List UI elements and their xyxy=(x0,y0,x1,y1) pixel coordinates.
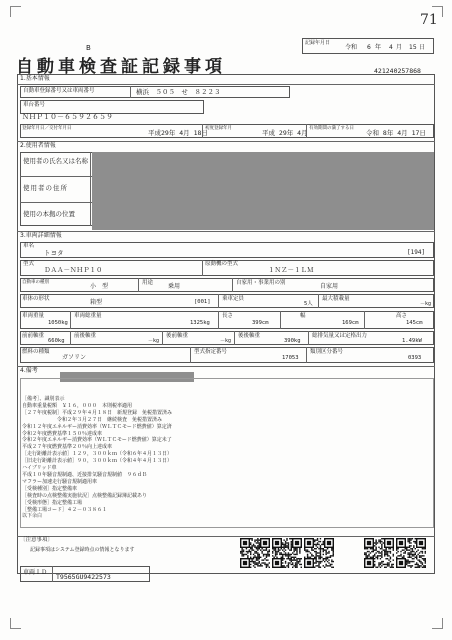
capacity-label: 乗車定員 xyxy=(222,296,245,302)
use-label: 用途 xyxy=(142,280,154,286)
kind-label: 自動車の種別 xyxy=(22,280,49,285)
class-label: 自家用・事業用の別 xyxy=(236,280,286,286)
record-date-month-unit: 月 xyxy=(396,44,403,51)
redacted-user-info xyxy=(92,152,434,230)
divider xyxy=(17,231,435,232)
fuel-label: 燃料の種類 xyxy=(22,349,50,355)
divider xyxy=(232,278,233,292)
class-value: 自家用 xyxy=(320,283,339,290)
expiry-value: 令和 8年 4月 17日 xyxy=(366,129,426,137)
page-title: 自動車検査証記録事項 xyxy=(16,57,226,77)
user-name-label: 使用者の氏名又は名称 xyxy=(23,157,88,165)
document-number: 421240257868 xyxy=(374,67,421,75)
record-date-box xyxy=(302,38,434,54)
record-date-day-unit: 日 xyxy=(419,44,426,51)
initial-reg-label: 初度登録年月 xyxy=(205,126,232,131)
divider xyxy=(17,84,435,85)
model-label: 型式 xyxy=(23,261,35,267)
record-date-era: 令和 xyxy=(345,44,358,51)
divider xyxy=(308,331,309,345)
maker-row xyxy=(20,242,434,258)
engine-label: 原動機の型式 xyxy=(205,261,239,267)
front-front-axle-value: 660kg xyxy=(48,338,65,344)
front-rear-axle-label: 前後軸重 xyxy=(74,333,97,339)
notes-list xyxy=(22,396,172,520)
maker-label: 車名 xyxy=(23,243,35,249)
notes-line: マフラー加速走行騒音規制適用車 xyxy=(22,478,98,485)
notes-line: ハイブリッド車 xyxy=(22,465,57,472)
notes-line: 以下余白 xyxy=(22,513,43,520)
use-value: 乗用 xyxy=(168,283,181,290)
shape-value: 箱型 xyxy=(90,299,103,306)
notes-line: 自動車重量税額 ￥１６，０００ 本則税率適用 xyxy=(22,402,133,409)
qr-code-4 xyxy=(364,538,394,568)
notes-line: ［受検種別］指定整備車 xyxy=(22,485,78,492)
rear-front-axle-label: 後前軸重 xyxy=(166,333,189,339)
record-date-year: 6 xyxy=(367,44,371,51)
maker-code: [194] xyxy=(407,249,426,256)
width-value: 169cm xyxy=(342,320,359,326)
model-value: ＤＡＡ－ＮＨＰ１０ xyxy=(44,266,103,274)
capacity-value: 5人 xyxy=(304,301,313,307)
rear-front-axle-value: －kg xyxy=(220,338,232,344)
user-address-label: 使用者の住所 xyxy=(23,184,68,192)
width-label: 幅 xyxy=(300,313,306,319)
section-vehicle-heading: 3.車両詳細情報 xyxy=(20,232,62,239)
notes-line: 平成１０年騒音規制適、近接排気騒音規制値 ９６ｄＢ xyxy=(22,471,148,478)
front-rear-axle-value: －kg xyxy=(148,338,160,344)
notes-line: 令和２年３月２７日 継続検査 免税措置済み xyxy=(22,416,163,423)
divider xyxy=(70,311,71,329)
notes-line: ［受検形態］指定整備工場 xyxy=(22,499,83,506)
weight-label: 車両重量 xyxy=(22,313,45,319)
user-base-label: 使用の本拠の位置 xyxy=(23,210,75,218)
attention-text: 記録事項はシステム登録時点の情報となります xyxy=(30,547,135,553)
b-mark: B xyxy=(86,44,91,52)
record-date-day: 15 xyxy=(409,44,417,51)
divider xyxy=(202,124,203,138)
notes-line: ［備考］、識別表示 xyxy=(22,396,65,402)
record-date-year-unit: 年 xyxy=(375,44,382,51)
attention-label: 〔注意事項〕 xyxy=(20,537,54,543)
section-notes-heading: 4.備考 xyxy=(20,367,38,374)
gross-weight-label: 車両総重量 xyxy=(74,313,102,319)
reg-number-value: 横浜 ５０５ せ ８２２３ xyxy=(136,88,221,96)
shape-label: 車体の形状 xyxy=(22,296,50,302)
kind-row xyxy=(20,278,434,292)
notes-line: 平成２７年度燃費基準２０％向上達成車 xyxy=(22,444,113,451)
divider xyxy=(70,331,71,345)
max-load-value: －kg xyxy=(420,301,432,307)
notes-line: ［整備工場コード］４２－０３８６１ xyxy=(22,506,108,513)
record-date-label: 記録年月日 xyxy=(305,40,331,46)
height-label: 高さ xyxy=(396,313,408,319)
vehicle-id-label: 車両ＩＤ xyxy=(23,569,48,576)
divider xyxy=(280,311,281,329)
notes-line: 令和１２年度エネルギー消費効率（ＷＬＴＣモード燃費値）算定済 xyxy=(22,423,172,430)
category-number-label: 類別区分番号 xyxy=(310,349,344,355)
divider xyxy=(90,152,91,226)
qr-code-5 xyxy=(396,538,426,568)
max-load-label: 最大積載量 xyxy=(322,296,350,302)
divider xyxy=(17,536,435,537)
shape-code: [001] xyxy=(194,299,211,305)
qr-code-1 xyxy=(240,538,270,568)
weight-value: 1050kg xyxy=(48,320,68,326)
record-date-month: 4 xyxy=(389,44,393,51)
section-basic-heading: 1.基本情報 xyxy=(20,75,50,82)
displacement-label: 総排気量又は定格出力 xyxy=(312,333,368,339)
notes-line: 令和２年度燃費基準１５０％達成車 xyxy=(22,430,103,437)
divider xyxy=(138,278,139,292)
notes-line: ［走行距離計表示値］１２９，３００ｋｍ（令和６年４月１３日） xyxy=(22,451,173,458)
engine-value: １ＮＺ－１ＬＭ xyxy=(268,266,314,274)
divider xyxy=(306,347,307,363)
divider xyxy=(202,260,203,276)
rear-rear-axle-value: 390kg xyxy=(284,338,301,344)
displacement-value: 1.49kW xyxy=(402,338,422,344)
divider xyxy=(218,294,219,308)
category-number-value: 0393 xyxy=(408,355,422,361)
notes-line: 令和２年度エネルギー消費効率（ＷＬＴＣモード燃費値）算定未了 xyxy=(22,437,172,444)
vin-row xyxy=(20,100,204,114)
divider xyxy=(162,331,163,345)
divider xyxy=(190,347,191,363)
notes-line: ［旧走行距離計表示値］９０，３００ｋｍ（令和４年４月１３日） xyxy=(22,458,173,465)
type-number-value: 17053 xyxy=(282,355,299,361)
height-value: 145cm xyxy=(406,320,423,326)
vin-label: 車台番号 xyxy=(23,102,46,108)
notes-line: ［検査時の点検整備実施状況］点検整備記録簿記載あり xyxy=(22,492,148,499)
rear-rear-axle-label: 後後軸重 xyxy=(238,333,261,339)
divider xyxy=(130,86,131,98)
divider xyxy=(318,294,319,308)
divider xyxy=(364,311,365,329)
fuel-value: ガソリン xyxy=(62,354,87,361)
corner-mark-tl xyxy=(10,6,21,17)
divider xyxy=(306,124,307,138)
length-label: 長さ xyxy=(222,313,234,319)
divider xyxy=(218,311,219,329)
divider xyxy=(17,141,435,142)
first-reg-value: 平成29年 4月 18日 xyxy=(148,129,208,137)
vin-value: ＮＨＰ１０－６５９２６５９ xyxy=(22,113,113,121)
qr-code-3 xyxy=(304,538,334,568)
section-user-heading: 2.使用者情報 xyxy=(20,142,56,149)
reg-number-label: 自動車登録番号又は車両番号 xyxy=(23,88,95,94)
first-reg-label: 登録年月日／交付年月日 xyxy=(22,126,72,131)
corner-mark-bl xyxy=(10,618,21,629)
vehicle-id-value: T9565GU9422573 xyxy=(56,573,111,581)
qr-code-2 xyxy=(272,538,302,568)
length-value: 399cm xyxy=(252,320,269,326)
divider xyxy=(17,366,435,367)
initial-reg-value: 平成 29年 4月 xyxy=(262,129,308,137)
type-number-label: 型式指定番号 xyxy=(194,349,228,355)
maker-value: トヨタ xyxy=(44,249,64,257)
kind-value: 小 型 xyxy=(90,283,109,290)
corner-mark-br xyxy=(432,618,443,629)
gross-weight-value: 1325kg xyxy=(190,320,210,326)
divider xyxy=(52,566,53,582)
expiry-label: 有効期間の満了する日 xyxy=(309,126,354,131)
front-front-axle-label: 前前軸重 xyxy=(22,333,45,339)
page-number-handwritten: 71 xyxy=(420,12,438,28)
notes-line: ［２７年度税制］平成２９年４月１８日 新規登録 免税措置済み xyxy=(22,409,173,416)
divider xyxy=(234,331,235,345)
